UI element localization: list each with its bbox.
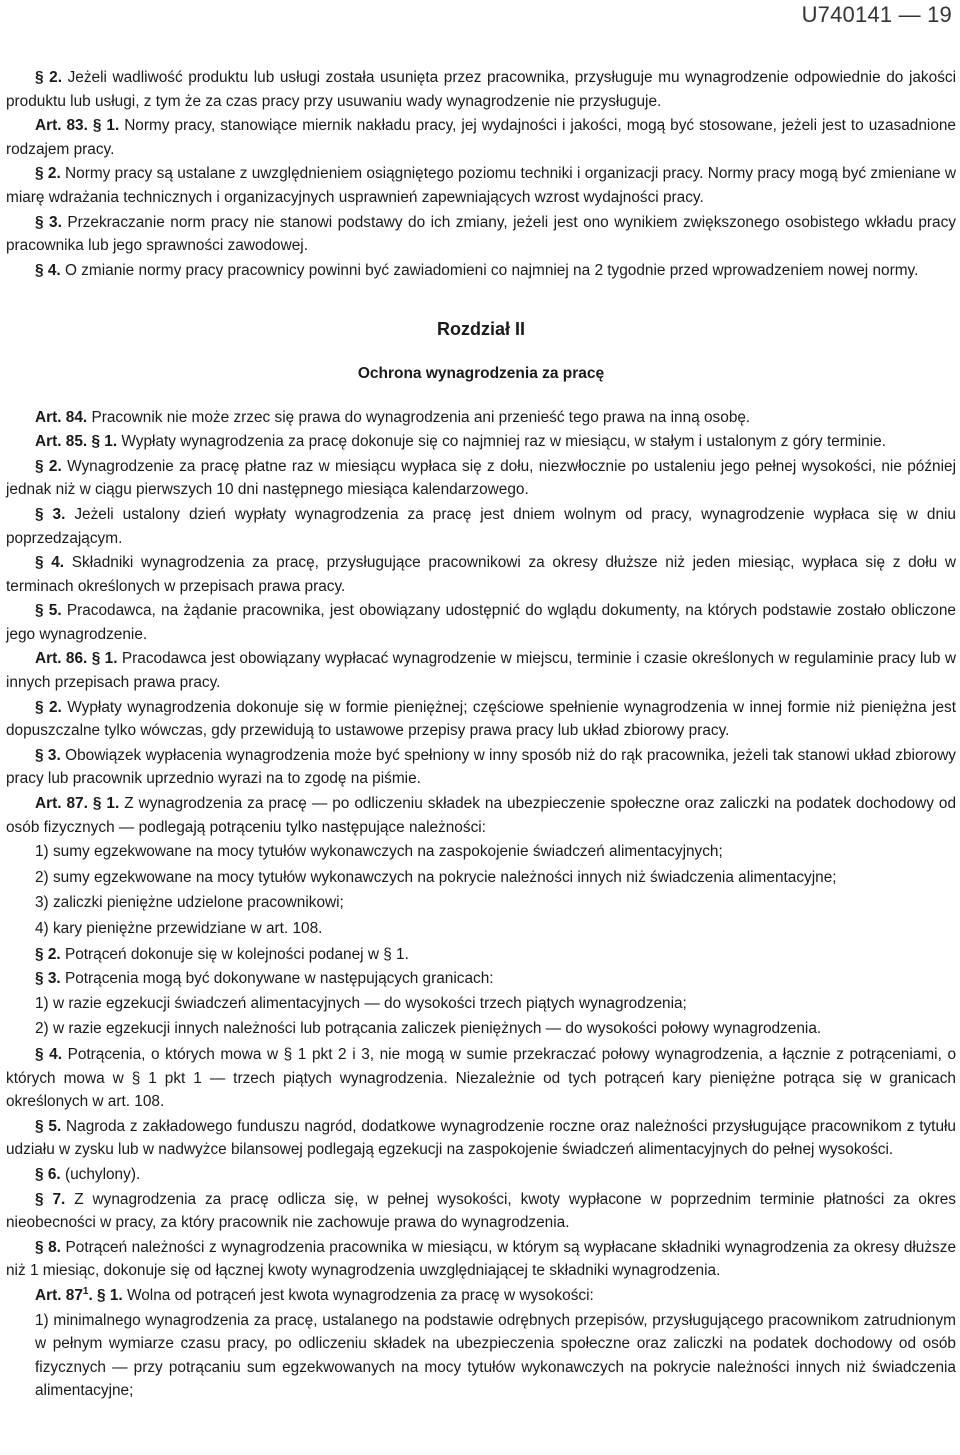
paragraph-label: § 3. [35, 746, 61, 764]
paragraph [6, 1188, 956, 1235]
paragraph [6, 430, 956, 454]
paragraph-label: § 2. [35, 165, 61, 183]
paragraph-text: Normy pracy, stanowiące miernik nakładu pracy, jej wydajności i jakości, mogą być stosowane, jeżeli jest to uzasadnione rodzajem pracy. [6, 117, 956, 158]
list-item: 4) kary pieniężne przewidziane w art. 108. [35, 920, 323, 937]
paragraph [6, 66, 956, 113]
list-item: 2) w razie egzekucji innych należności lub potrącania zaliczek pieniężnych — do wysokości połowy wynagrodzenia. [35, 1020, 822, 1038]
paragraph-label: § 2. [35, 69, 62, 86]
document-id: U740141 [801, 2, 893, 27]
paragraph-label: § 3. [35, 505, 66, 523]
paragraph-text: Wolna od potrąceń jest kwota wynagrodzenia za pracę w wysokości: [122, 1286, 594, 1304]
paragraph-label [35, 1287, 123, 1304]
paragraph [6, 696, 956, 743]
paragraph [6, 503, 956, 550]
article-number: Art. 87 [35, 1286, 83, 1304]
paragraph [6, 599, 956, 646]
paragraph-text: Wynagrodzenie za pracę płatne raz w miesiącu wypłaca się z dołu, niezwłocznie po ustaleniu jego pełnej wysokości, nie później jednak niż w ciągu pierwszych 10 dni następnego miesiąca kalendarzowego. [6, 457, 956, 499]
paragraph [6, 455, 956, 502]
paragraph-label: § 4. [35, 1045, 62, 1063]
paragraph-text: Pracodawca, na żądanie pracownika, jest obowiązany udostępnić do wglądu dokumenty, na których podstawie zostało obliczone jego wynagrodzenie. [6, 602, 956, 643]
article-section: . § 1. [88, 1286, 123, 1304]
paragraph-text: Normy pracy są ustalane z uwzględnieniem osiągniętego poziomu techniki i organizacji pracy. Normy pracy mogą być zmieniane w miarę wdrażania technicznych i organizacyjnych usprawnień zapewniających wzrost wydajności pracy. [6, 165, 956, 206]
article-superscript: 1 [82, 1285, 89, 1297]
page-header [802, 2, 952, 28]
list-item: 1) w razie egzekucji świadczeń alimentacyjnych — do wysokości trzech piątych wynagrodzenia; [35, 994, 687, 1012]
paragraph-label: § 4. [35, 554, 65, 572]
paragraph-label: Art. 87. § 1. [35, 795, 120, 813]
paragraph [6, 647, 956, 694]
paragraph-text: Jeżeli wadliwość produktu lub usługi została usunięta przez pracownika, przysługuje mu wynagrodzenie odpowiednie do jakości produktu lub usługi, z tym że za czas pracy przy usuwaniu wady wynagrodzenie nie przysługuje. [6, 69, 956, 110]
paragraph [6, 162, 956, 209]
paragraph-text: Jeżeli ustalony dzień wypłaty wynagrodzenia za pracę jest dniem wolnym od pracy, wynagrodzenie wypłaca się w dniu poprzedzającym. [6, 505, 956, 547]
paragraph-label: § 7. [35, 1190, 66, 1208]
paragraph [6, 1236, 956, 1283]
paragraph-label: § 3. [35, 213, 62, 231]
header-separator: — [892, 2, 928, 27]
paragraph [6, 1115, 956, 1162]
paragraph-text: Potrącenia, o których mowa w § 1 pkt 2 i 3, nie mogą w sumie przekraczać połowy wynagrodzenia, a łącznie z potrąceniami, o których mowa w § 1 pkt 1 — trzech piątych wynagrodzenia. Niezależnie od tych potrąceń kary pieniężne potrąca się w granicach określonych w art. 108. [6, 1045, 957, 1111]
paragraph-label: § 5. [35, 1117, 62, 1135]
paragraph [6, 967, 956, 991]
paragraph [6, 1043, 956, 1114]
paragraph-text: (uchylony). [60, 1165, 141, 1183]
paragraph-label: § 2. [35, 698, 62, 716]
list-item: 1) minimalnego wynagrodzenia za pracę, ustalanego na podstawie odrębnych przepisów, przysługującego pracownikom zatrudnionym w pełnym wymiarze czasu pracy, po odliczeniu składek na ubezpieczenia społeczne oraz zaliczki na podatek dochodowy od osób fizycznych — przy potrącaniu sum egzekwowanych na mocy tytułów wykonawczych na pokrycie należności innych niż świadczenia alimentacyjne; [35, 1311, 956, 1400]
paragraph [6, 943, 956, 967]
paragraph-text: Pracodawca jest obowiązany wypłacać wynagrodzenie w miejscu, terminie i czasie określonych w regulaminie pracy lub w innych przepisach prawa pracy. [6, 650, 956, 692]
paragraph-text: Nagroda z zakładowego funduszu nagród, dodatkowe wynagrodzenie roczne oraz należności przysługujące pracownikom z tytułu udziału w zysku lub w nadwyżce bilansowej podlegają egzekucji na zaspokojenie świadczeń alimentacyjnych do pełnej wysokości. [6, 1117, 956, 1159]
paragraph [6, 406, 956, 430]
paragraph-label: § 2. [35, 945, 61, 963]
paragraph-label: § 3. [35, 970, 61, 988]
paragraph-label: § 5. [35, 602, 62, 620]
list-item: 1) sumy egzekwowane na mocy tytułów wykonawczych na zaspokojenie świadczeń alimentacyjnych; [35, 843, 723, 861]
list-item: 2) sumy egzekwowane na mocy tytułów wykonawczych na pokrycie należności innych niż świadczenia alimentacyjne; [35, 868, 837, 886]
chapter-subtitle: Ochrona wynagrodzenia za pracę [357, 364, 605, 382]
paragraph [6, 551, 956, 598]
paragraph-label: Art. 85. § 1. [35, 433, 118, 451]
paragraph-label: § 4. [35, 261, 61, 279]
paragraph-text: Z wynagrodzenia za pracę — po odliczeniu składek na ubezpieczenie społeczne oraz zaliczki na podatek dochodowy od osób fizycznych — podlegają potrąceniu tylko następujące należności: [6, 795, 957, 836]
paragraph-text: Wypłaty wynagrodzenia dokonuje się w formie pieniężnej; częściowe spełnienie wynagrodzenia w innej formie niż pieniężna jest dopuszczalne tylko wówczas, gdy przewidują to ustawowe przepisy prawa pracy lub układ zbiorowy pracy. [6, 698, 957, 740]
paragraph-text: Potrąceń dokonuje się w kolejności podanej w § 1. [60, 945, 409, 963]
paragraph-label: § 8. [35, 1238, 61, 1256]
paragraph [6, 744, 956, 791]
chapter-title: Rozdział II [436, 319, 525, 340]
list-item: 3) zaliczki pieniężne udzielone pracownikowi; [35, 894, 344, 912]
paragraph [6, 211, 956, 258]
paragraph-text: Pracownik nie może zrzec się prawa do wynagrodzenia ani przenieść tego prawa na inną osobę. [87, 408, 751, 426]
paragraph-text: Potrąceń należności z wynagrodzenia pracownika w miesiącu, w którym są wypłacane składniki wynagrodzenia za okresy dłuższe niż 1 miesiąc, dokonuje się od łącznej kwoty wynagrodzenia uwzględniającej te składniki wynagrodzenia. [6, 1238, 957, 1280]
paragraph-text: Wypłaty wynagrodzenia za pracę dokonuje się co najmniej raz w miesiącu, w stałym i ustalonym z góry terminie. [117, 433, 886, 451]
paragraph-label: Art. 84. [35, 408, 88, 426]
paragraph-text: Potrącenia mogą być dokonywane w następujących granicach: [60, 970, 494, 988]
paragraph [6, 792, 956, 839]
paragraph [6, 259, 956, 283]
paragraph-text: Z wynagrodzenia za pracę odlicza się, w pełnej wysokości, kwoty wypłacone w poprzednim terminie płatności za okres nieobecności w pracy, za który pracownik nie zachowuje prawa do wynagrodzenia. [6, 1190, 956, 1232]
paragraph-label: Art. 86. § 1. [35, 650, 118, 668]
paragraph-label: § 6. [35, 1165, 61, 1183]
paragraph-text: O zmianie normy pracy pracownicy powinni być zawiadomieni co najmniej na 2 tygodnie przed wprowadzeniem nowej normy. [60, 261, 919, 279]
paragraph-label: § 2. [35, 457, 62, 475]
paragraph [6, 114, 956, 161]
paragraph [6, 1163, 956, 1187]
paragraph-label: Art. 83. § 1. [35, 117, 120, 135]
page-number: 19 [927, 2, 952, 27]
paragraph-text: Przekraczanie norm pracy nie stanowi podstawy do ich zmiany, jeżeli jest ono wynikiem zwiększonego osobistego wkładu pracy pracownika lub jego sprawności zawodowej. [6, 213, 956, 255]
paragraph-text: Obowiązek wypłacenia wynagrodzenia może być spełniony w inny sposób niż do rąk pracownika, jeżeli tak stanowi układ zbiorowy pracy lub pracownik uprzednio wyrazi na to zgodę na piśmie. [6, 746, 957, 788]
paragraph-text: Składniki wynagrodzenia za pracę, przysługujące pracownikowi za okresy dłuższe niż jeden miesiąc, wypłaca się z dołu w terminach określonych w przepisach prawa pracy. [6, 554, 956, 595]
document-body [6, 66, 956, 1405]
paragraph [6, 1284, 956, 1308]
